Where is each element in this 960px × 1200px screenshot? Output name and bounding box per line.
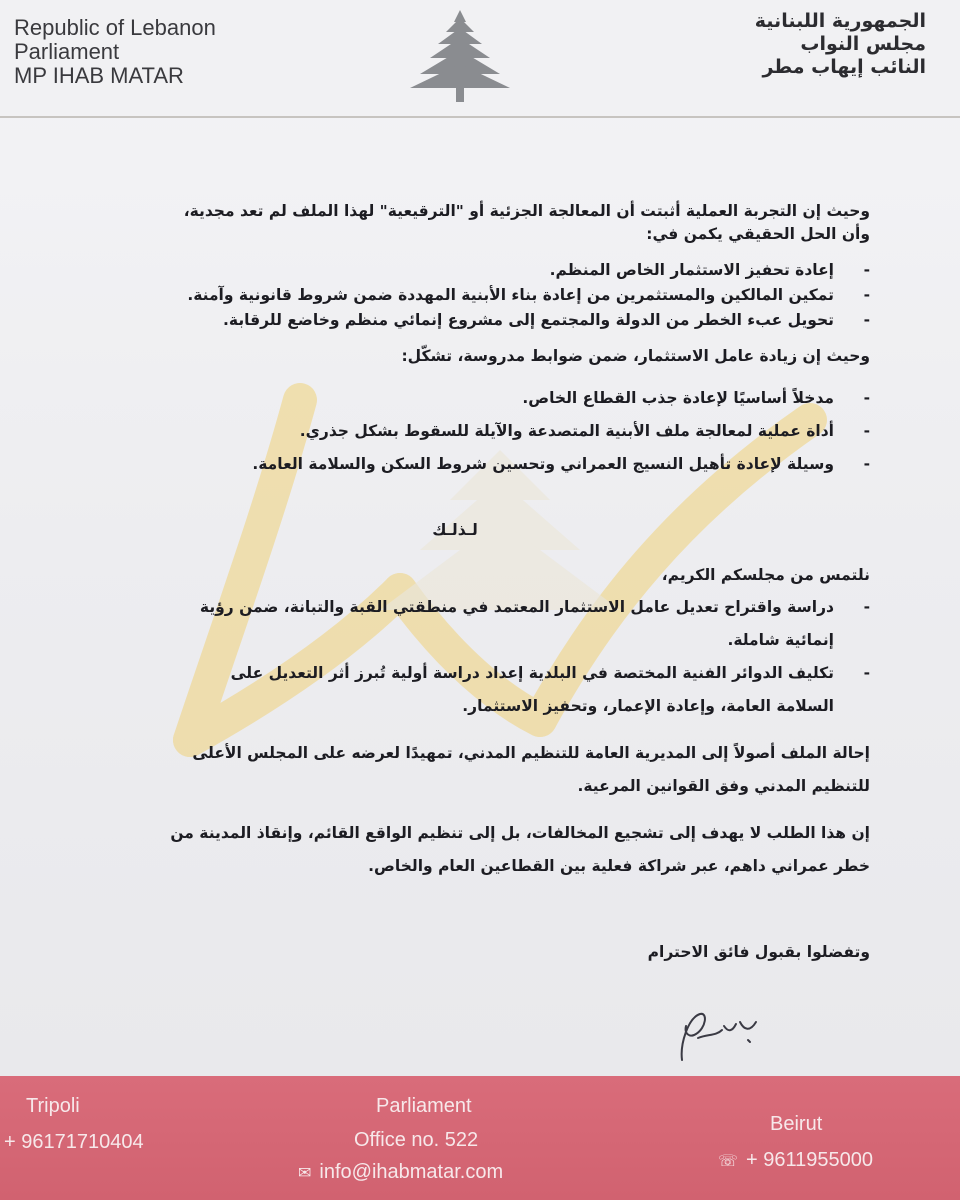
list-item: - وسيلة لإعادة تأهيل النسيج العمراني وتحسين شروط السكن والسلامة العامة. xyxy=(40,448,870,481)
republic-ar: الجمهورية اللبنانية xyxy=(754,10,926,32)
signature xyxy=(652,1004,762,1066)
tripoli-phone: + 96171710404 xyxy=(4,1131,144,1153)
envelope-icon: ✉ xyxy=(298,1165,312,1182)
list-item: - تكليف الدوائر الفنية المختصة في البلدية إعداد دراسة أولية تُبرز أثر التعديل على xyxy=(40,657,870,690)
letterhead-arabic xyxy=(755,10,926,79)
paragraph: إحالة الملف أصولاً إلى المديرية العامة للتنظيم المدني، تمهيدًا لعرضه على المجلس الأعلى xyxy=(192,744,870,762)
mp-name-ar: النائب إيهاب مطر xyxy=(762,56,926,78)
beirut-label: Beirut xyxy=(770,1113,823,1135)
email-contact[interactable] xyxy=(298,1160,503,1186)
paragraph: خطر عمراني داهم، عبر شراكة فعلية بين القطاعين العام والخاص. xyxy=(368,857,870,875)
beirut-contact xyxy=(718,1148,873,1174)
republic-en: Republic of Lebanon xyxy=(14,15,216,40)
mp-name-en: MP IHAB MATAR xyxy=(14,63,184,88)
paragraph: إن هذا الطلب لا يهدف إلى تشجيع المخالفات، بل إلى تنظيم الواقع القائم، وإنقاذ المدينة من xyxy=(170,824,870,842)
beirut-phone: + 9611955000 xyxy=(746,1149,873,1171)
list-item: - مدخلاً أساسيًا لإعادة جذب القطاع الخاص. xyxy=(40,382,870,415)
closing: وتفضلوا بقبول فائق الاحترام xyxy=(647,943,870,961)
list-item-continued: إنمائية شاملة. xyxy=(727,631,834,649)
list-item: - تمكين المالكين والمستثمرين من إعادة بناء الأبنية المهددة ضمن شروط قانونية وآمنة. xyxy=(40,283,870,308)
paragraph: وحيث إن التجربة العملية أثبتت أن المعالجة الجزئية أو "الترقيعية" لهذا الملف لم تعد مجدية، xyxy=(183,202,870,220)
list-item: - دراسة واقتراح تعديل عامل الاستثمار المعتمد في منطقتي القبة والتبانة، ضمن رؤية xyxy=(40,591,870,624)
email-address[interactable]: info@ihabmatar.com xyxy=(319,1161,504,1183)
parliament-ar: مجلس النواب xyxy=(800,33,926,55)
header-divider xyxy=(0,116,960,118)
office-number: Office no. 522 xyxy=(354,1129,479,1151)
paragraph: وأن الحل الحقيقي يكمن في: xyxy=(646,225,870,243)
paragraph: للتنظيم المدني وفق القوانين المرعية. xyxy=(577,777,870,795)
cedar-logo-icon xyxy=(406,8,514,104)
list-item: - تحويل عبء الخطر من الدولة والمجتمع إلى مشروع إنمائي منظم وخاضع للرقابة. xyxy=(40,308,870,333)
parliament-label: Parliament xyxy=(376,1095,472,1117)
letter-body xyxy=(40,200,870,964)
letterhead-english xyxy=(14,16,216,88)
phone-icon: ☏ xyxy=(718,1153,739,1170)
paragraph: وحيث إن زيادة عامل الاستثمار، ضمن ضوابط مدروسة، تشكّل: xyxy=(401,347,870,365)
parliament-en: Parliament xyxy=(14,39,120,64)
list-item-continued: السلامة العامة، وإعادة الإعمار، وتحفيز الاستثمار. xyxy=(462,697,834,715)
tripoli-label: Tripoli xyxy=(26,1095,80,1117)
list-item: - أداة عملية لمعالجة ملف الأبنية المتصدعة والآيلة للسقوط بشكل جذري. xyxy=(40,415,870,448)
paragraph: نلتمس من مجلسكم الكريم، xyxy=(661,566,870,584)
section-heading: لـذلـك xyxy=(432,521,478,539)
list-item: - إعادة تحفيز الاستثمار الخاص المنظم. xyxy=(40,258,870,283)
